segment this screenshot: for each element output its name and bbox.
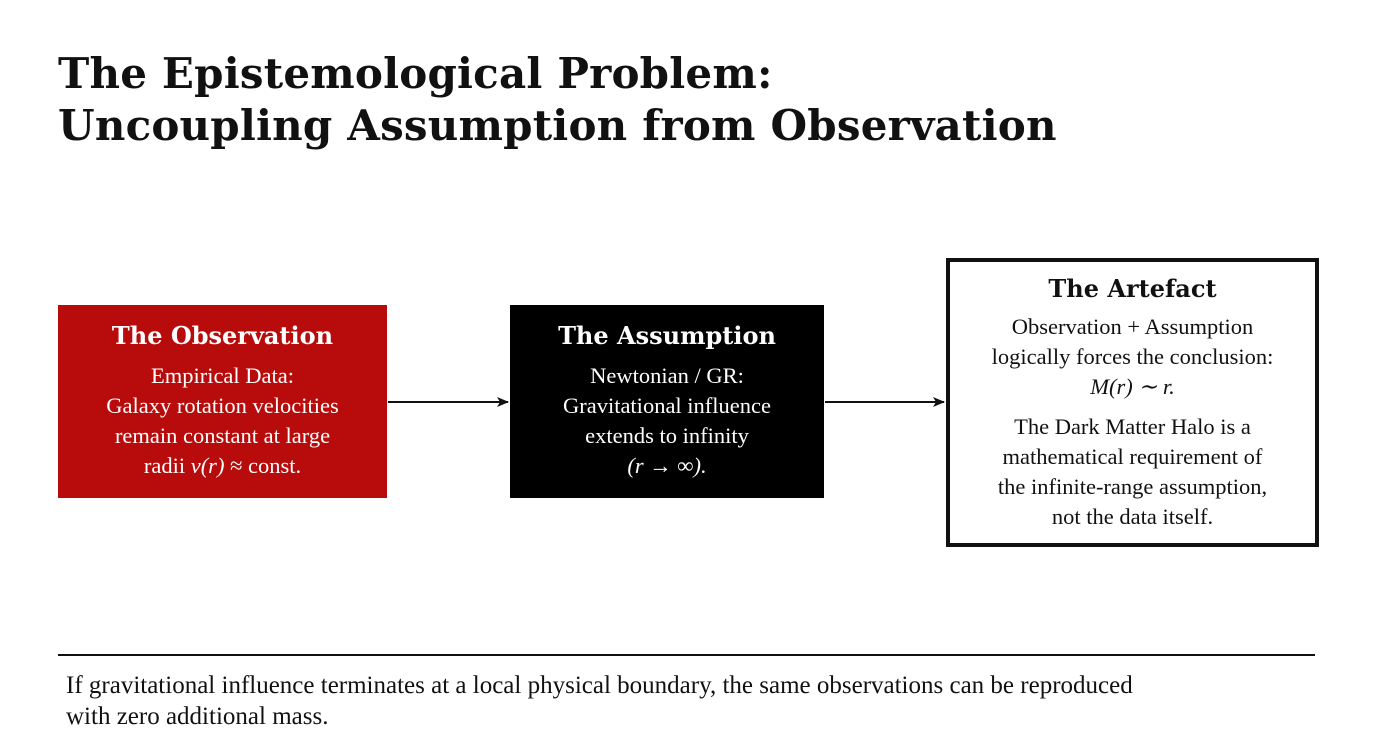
assumption-line-2: Gravitational influence [562,393,772,418]
artefact-body [950,312,1315,532]
artefact-heading: The Artefact [1048,274,1217,303]
observation-line-4 [58,451,387,481]
artefact-line-5: the infinite-range assumption, [997,474,1268,499]
observation-radii-text: radii [143,453,191,478]
assumption-heading: The Assumption [558,321,776,350]
observation-const-text: ≈ const. [224,453,302,478]
artefact-line-3: The Dark Matter Halo is a [1014,414,1251,439]
assumption-infinity-math: (r → ∞). [627,453,707,478]
observation-velocity-math: v(r) [190,453,225,478]
observation-box [58,305,387,498]
assumption-line-1: Newtonian / GR: [590,363,744,388]
assumption-body [510,361,824,481]
footnote-line-2: with zero additional mass. [66,703,329,730]
observation-line-3: remain constant at large [114,423,331,448]
diagram-title [58,48,1057,152]
artefact-line-2: logically forces the conclusion: [991,344,1274,369]
assumption-box [510,305,824,498]
observation-body [58,361,387,481]
title-line-2: Uncoupling Assumption from Observation [58,101,1057,150]
footnote-divider [58,654,1315,656]
artefact-line-6: not the data itself. [1051,504,1214,529]
footnote-line-1: If gravitational influence terminates at a local physical boundary, the same observations can be reproduced [66,672,1133,699]
artefact-box [946,258,1319,547]
assumption-line-3: extends to infinity [585,423,749,448]
title-line-1: The Epistemological Problem: [58,49,773,98]
observation-line-2: Galaxy rotation velocities [106,393,339,418]
observation-heading: The Observation [111,321,334,350]
artefact-line-1: Observation + Assumption [1011,314,1254,339]
footnote [66,670,1326,732]
observation-line-1: Empirical Data: [150,363,295,388]
artefact-line-4: mathematical requirement of [1002,444,1263,469]
artefact-mass-math: M(r) ∼ r. [1090,374,1175,399]
